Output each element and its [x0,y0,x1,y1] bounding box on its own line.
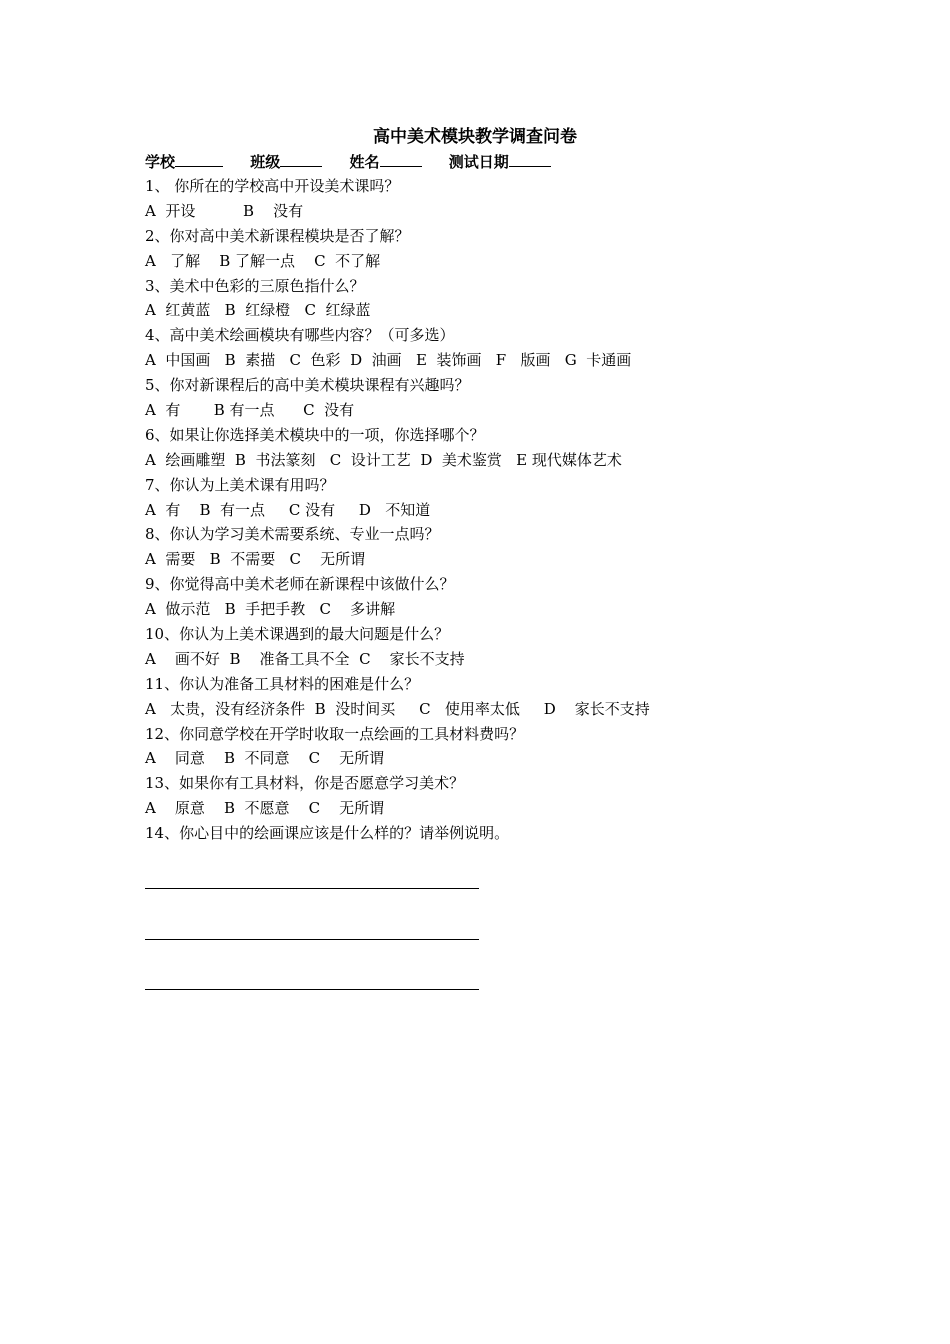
question-5: 5、你对新课程后的高中美术模块课程有兴趣吗？ [145,376,470,395]
answer-options-10: A 画不好 B 准备工具不全 C 家长不支持 [145,649,465,668]
question-7: 7、你认为上美术课有用吗？ [145,475,335,494]
answer-options-8: A 需要 B 不需要 C 无所谓 [145,550,366,569]
school-label: 学校 [145,153,176,171]
answer-options-3: A 红黄蓝 B 红绿橙 C 红绿蓝 [145,301,371,320]
answer-line-2[interactable] [145,939,479,940]
question-6: 6、如果让你选择美术模块中的一项，你选择哪个？ [145,425,485,444]
school-field [145,150,223,174]
date-blank[interactable] [509,151,551,167]
class-blank[interactable] [280,151,322,167]
question-1: 1、 你所在的学校高中开设美术课吗？ [145,177,400,195]
question-11: 11、你认为准备工具材料的困难是什么？ [145,674,420,693]
answer-options-11: A 太贵，没有经济条件 B 没时间买 C 使用率太低 D 家长不支持 [145,699,650,718]
info-row [145,150,551,174]
answer-options-7: A 有 B 有一点 C 没有 D 不知道 [145,500,431,519]
question-2: 2、你对高中美术新课程模块是否了解？ [145,226,410,245]
answer-options-4: A 中国画 B 素描 C 色彩 D 油画 E 装饰画 F 版画 G 卡通画 [145,351,632,370]
name-field [350,150,422,174]
question-14: 14、你心目中的绘画课应该是什么样的？请举例说明。 [145,824,510,843]
question-list [145,174,845,846]
answer-options-2: A 了解 B 了解一点 C 不了解 [145,251,381,270]
date-label: 测试日期 [448,153,509,171]
answer-options-9: A 做示范 B 手把手教 C 多讲解 [145,600,396,619]
question-12: 12、你同意学校在开学时收取一点绘画的工具材料费吗？ [145,724,525,743]
question-4: 4、高中美术绘画模块有哪些内容？（可多选） [145,326,455,345]
answer-options-5: A 有 B 有一点 C 没有 [145,401,355,420]
answer-line-1[interactable] [145,888,479,889]
school-blank[interactable] [175,151,223,167]
question-10: 10、你认为上美术课遇到的最大问题是什么？ [145,625,450,644]
answer-options-1: A 开设 B 没有 [145,201,304,220]
answer-line-3[interactable] [145,989,479,990]
question-8: 8、你认为学习美术需要系统、专业一点吗？ [145,525,440,544]
answer-options-13: A 原意 B 不愿意 C 无所谓 [145,799,385,818]
class-label: 班级 [250,153,281,171]
answer-options-12: A 同意 B 不同意 C 无所谓 [145,749,385,768]
date-field [449,150,551,174]
document-title: 高中美术模块教学调查问卷 [373,127,577,147]
class-field [250,150,322,174]
question-9: 9、你觉得高中美术老师在新课程中该做什么？ [145,575,455,594]
name-label: 姓名 [349,153,380,171]
question-3: 3、美术中色彩的三原色指什么？ [145,276,365,295]
question-13: 13、如果你有工具材料，你是否愿意学习美术？ [145,774,465,793]
name-blank[interactable] [380,151,422,167]
answer-options-6: A 绘画雕塑 B 书法篆刻 C 设计工艺 D 美术鉴赏 E 现代媒体艺术 [145,450,622,469]
